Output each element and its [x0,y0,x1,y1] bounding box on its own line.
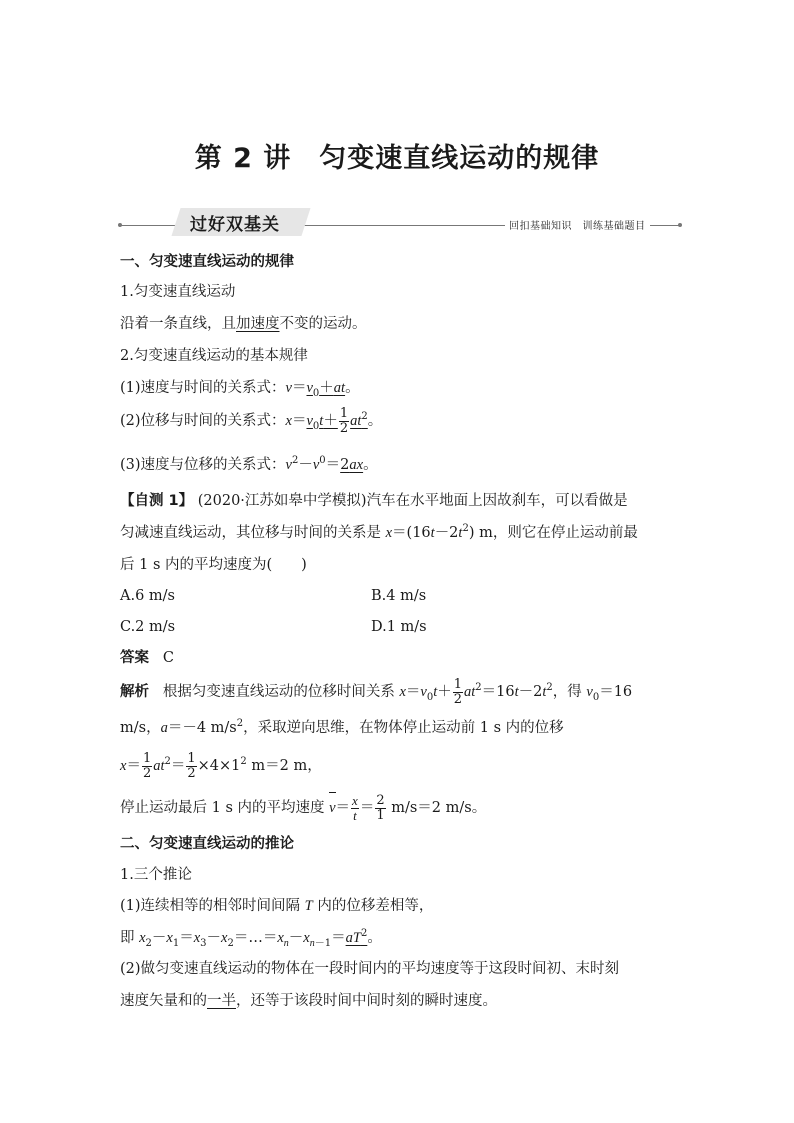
answer-line: 答案 C [120,650,174,666]
banner-dot-left [118,223,122,227]
section-heading-2: 二、匀变速直线运动的推论 [120,836,294,852]
page-title: 第 2 讲 匀变速直线运动的规律 [194,143,600,174]
corollary-2-line-1: (2)做匀变速直线运动的物体在一段时间内的平均速度等于这段时间初、末时刻 [120,961,620,977]
option-d: D.1 m/s [371,619,427,635]
option-b: B.4 m/s [371,588,427,604]
section-heading-1: 一、匀变速直线运动的规律 [120,254,294,270]
exercise-tag: 【自测 1】 [120,493,194,509]
definition-line: 沿着一条直线，且加速度不变的运动。 [120,316,367,332]
formula-displacement-time: (2)位移与时间的关系式：$x=v_0t+$ $\frac{1}{2}$ $at^2$。 [120,405,383,436]
paragraph-title: 1.匀变速直线运动 [120,284,236,300]
exercise-line-3: 后 1 s 内的平均速度为( ) [120,557,307,573]
analysis-line-3: x＝ $\frac{1}{2}$ $at^2=$ $\frac{1}{2}$ $\times 4\times 1^2$ m＝2 m， [120,750,322,781]
banner-dot-right [678,223,682,227]
paragraph-title: 2.匀变速直线运动的基本规律 [120,348,308,364]
corollary-1-formula: 即 $x_2-x_1=x_3-x_2=\dots=x_n-x_{n-1}=aT^2$。 [120,928,382,949]
paragraph-title: 1.三个推论 [120,867,192,883]
corollary-2-line-2: 速度矢量和的一半，还等于该段时间中间时刻的瞬时速度。 [120,993,497,1009]
corollary-1: (1)连续相等的相邻时间间隔 T 内的位移差相等， [120,898,434,914]
analysis-line-1: 解析 根据匀变速直线运动的位移时间关系 $x=v_0t+$ $\frac{1}{2}$ $at^2=16t-2t^2$，得 $v_0=16$ [120,676,633,707]
banner-label: 过好双基关 [190,215,280,235]
option-a: A.6 m/s [120,588,175,604]
formula-velocity-displacement: (3)速度与位移的关系式：$v^2-v^0=2ax$。 [120,455,378,473]
formula-velocity-time: (1)速度与时间的关系式：$v=v_0+at$。 [120,380,360,399]
exercise-line-2: 匀减速直线运动，其位移与时间的关系是 $x=(16t-2t^2)$ m，则它在停止运动前最 [120,523,638,541]
banner-subtitle: 回扣基础知识 训练基础题目 [505,217,650,232]
analysis-line-2: m/s，a＝－4 $m/s^2$，采取逆向思维，在物体停止运动前 1 s 内的位移 [120,718,564,736]
exercise-line-1: 【自测 1】 (2020·江苏如皋中学模拟)汽车在水平地面上因故刹车，可以看做是 [120,493,628,509]
analysis-line-4: 停止运动最后 1 s 内的平均速度 v＝ $\frac{x}{t}$ ＝ $\frac{2}{1}$ m/s＝2 m/s。 [120,791,486,825]
option-c: C.2 m/s [120,619,176,635]
